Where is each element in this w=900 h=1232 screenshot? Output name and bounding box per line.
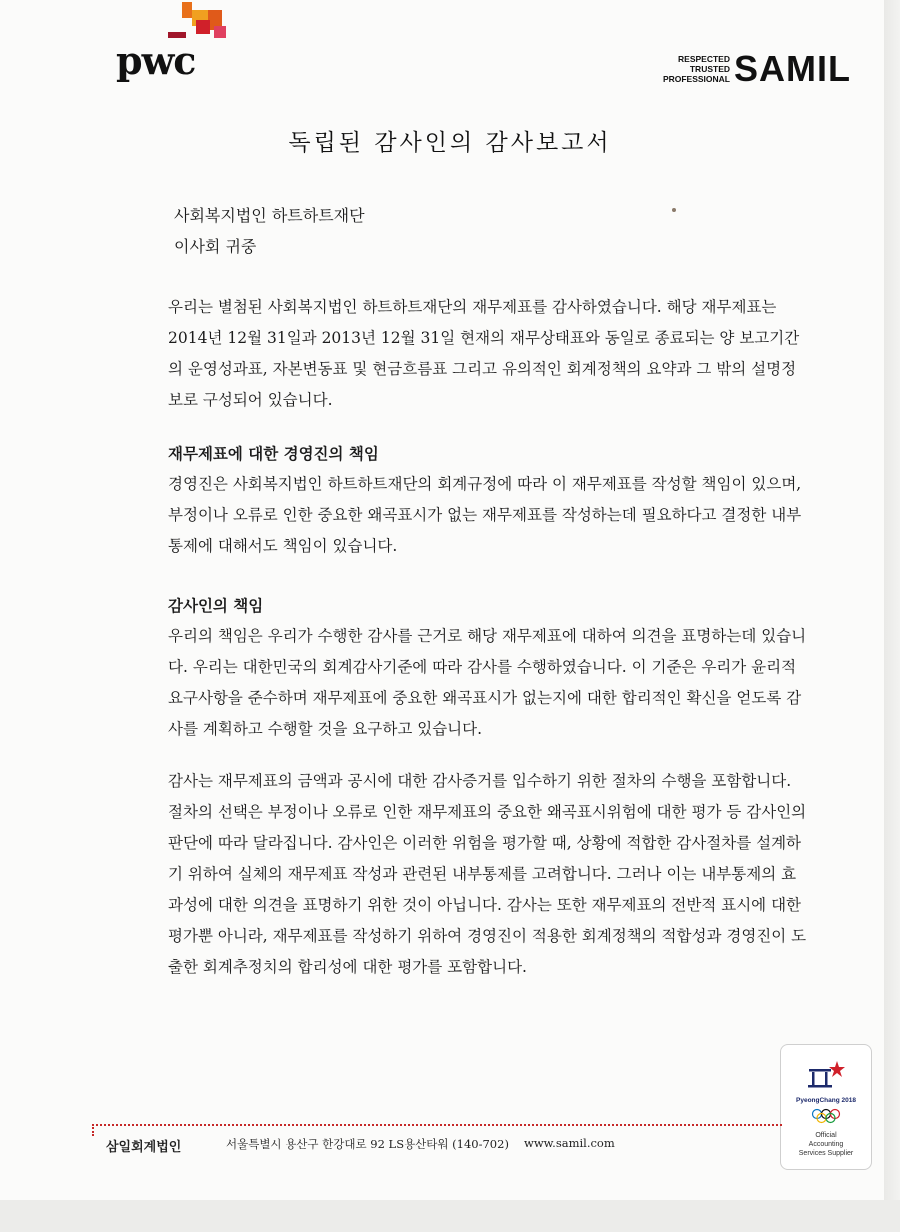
- pwc-wordmark: pwc: [116, 38, 196, 83]
- addressee: [174, 200, 365, 262]
- footer-divider: [92, 1124, 782, 1126]
- management-responsibility-section: [168, 438, 808, 562]
- scan-speck: [672, 208, 676, 212]
- section-heading-management: 재무제표에 대한 경영진의 책임: [168, 444, 379, 463]
- olympic-rings-icon: [781, 1107, 871, 1125]
- samil-logo: [654, 48, 854, 89]
- footer-website-link[interactable]: www.samil.com: [524, 1136, 615, 1150]
- auditor-responsibility-paragraph-1: 우리의 책임은 우리가 수행한 감사를 근거로 해당 재무제표에 대하여 의견을 표명하는데 있습니다. 우리는 대한민국의 회계감사기준에 따라 감사를 수행하였습니다. 이 기준은 우리가 윤리적 요구사항을 준수하며 재무제표에 중요한 왜곡표시가 없는지에 대한 합리적인 확신을 얻도록 감사를 계획하고 수행할 것을 요구하고 있습니다.: [168, 627, 807, 738]
- addressee-organization: 사회복지법인 하트하트재단: [174, 206, 365, 225]
- auditor-responsibility-section: [168, 590, 808, 745]
- pyeongchang-supplier-badge: [780, 1044, 872, 1170]
- pwc-logo: [116, 2, 236, 84]
- badge-caption: Official Accounting Services Supplier: [798, 1132, 854, 1157]
- samil-tagline: RESPECTED TRUSTED PROFESSIONAL: [662, 54, 730, 84]
- footer-address: 서울특별시 용산구 한강대로 92 LS용산타워 (140-702): [226, 1137, 509, 1151]
- addressee-board: 이사회 귀중: [174, 237, 257, 256]
- section-heading-auditor: 감사인의 책임: [168, 596, 264, 615]
- scan-edge-bottom: [0, 1200, 900, 1232]
- report-title: 독립된 감사인의 감사보고서: [288, 130, 612, 156]
- auditor-responsibility-paragraph-2: 감사는 재무제표의 금액과 공시에 대한 감사증거를 입수하기 위한 절차의 수행을 포함합니다. 절차의 선택은 부정이나 오류로 인한 재무제표의 중요한 왜곡표시위험에 대한 평가 등 감사인의 판단에 따라 달라집니다. 감사인은 이러한 위험을 평가할 때, 상황에 적합한 감사절차를 설계하기 위하여 실체의 재무제표 작성과 관련된 내부통제를 고려합니다. 그러나 이는 내부통제의 효과성에 대한 의견을 표명하기 위한 것이 아닙니다. 감사는 또한 재무제표의 전반적 표시에 대한 평가뿐 아니라, 재무제표를 작성하기 위하여 경영진이 적용한 회계정책의 적합성과 경영진이 도출한 회계추정치의 합리성에 대한 평가를 포함합니다.: [168, 772, 807, 976]
- intro-paragraph: 우리는 별첨된 사회복지법인 하트하트재단의 재무제표를 감사하였습니다. 해당 재무제표는 2014년 12월 31일과 2013년 12월 31일 현재의 재무상태표와 동일로 종료되는 양 보고기간의 운영성과표, 자본변동표 및 현금흐름표 그리고 유의적인 회계정책의 요약과 그 밖의 설명정보로 구성되어 있습니다.: [168, 298, 800, 409]
- scan-edge-right: [884, 0, 900, 1232]
- audit-procedures-section: [168, 766, 808, 983]
- footer-firm-name: 삼일회계법인: [106, 1139, 182, 1154]
- intro-section: [168, 292, 808, 416]
- footer-divider-tick: [92, 1124, 94, 1136]
- samil-wordmark: SAMIL: [734, 48, 851, 89]
- management-responsibility-paragraph: 경영진은 사회복지법인 하트하트재단의 회계규정에 따라 이 재무제표를 작성할 책임이 있으며, 부정이나 오류로 인한 중요한 왜곡표시가 없는 재무제표를 작성하는데 필요하다고 결정한 내부통제에 대해서도 책임이 있습니다.: [168, 475, 802, 555]
- badge-brand: PyeongChang 2018: [796, 1097, 856, 1104]
- pyeongchang-emblem-icon: [781, 1045, 871, 1097]
